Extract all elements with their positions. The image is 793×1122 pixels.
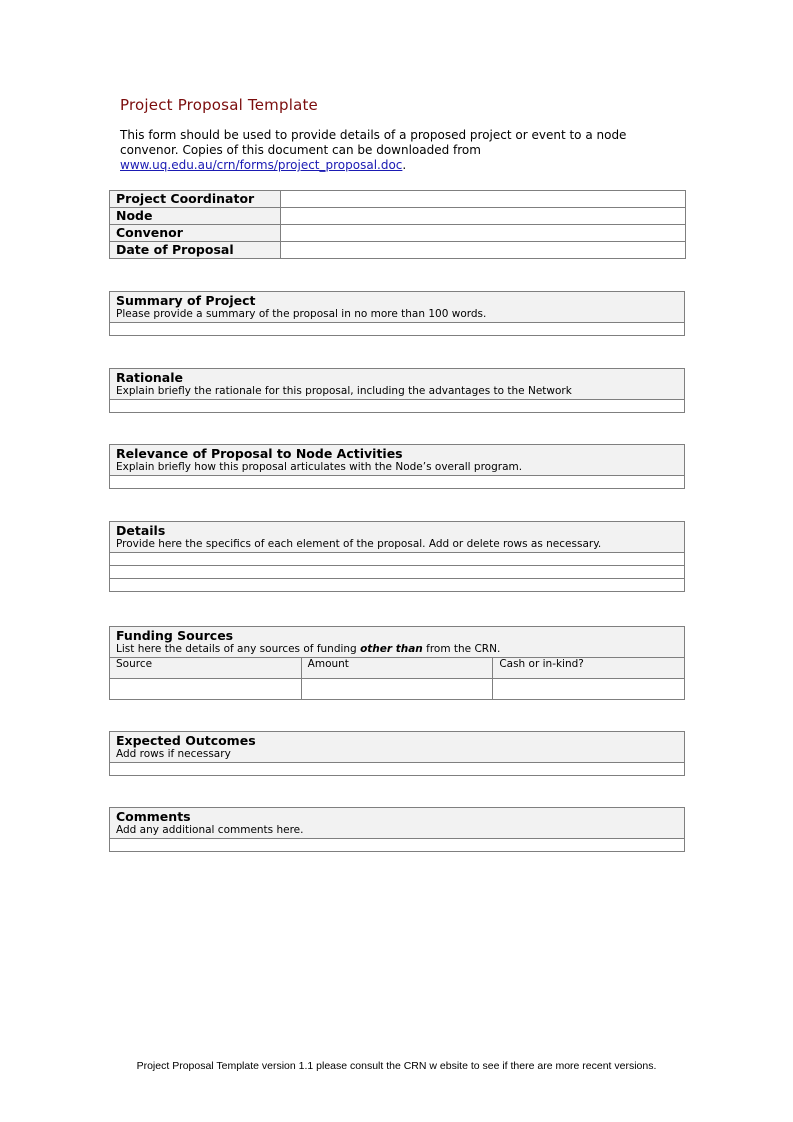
details-title: Details [116,523,166,538]
comments-header [110,808,685,839]
info-row-project-coordinator [110,191,686,208]
details-header [110,522,685,553]
project-coordinator-field[interactable] [281,191,686,208]
details-section [109,521,685,592]
relevance-title: Relevance of Proposal to Node Activities [116,446,403,461]
download-link[interactable]: www.uq.edu.au/crn/forms/project_proposal.doc [120,158,403,172]
comments-description: Add any additional comments here. [116,824,304,836]
info-row-convenor [110,225,686,242]
date-of-proposal-field[interactable] [281,242,686,259]
relevance-input-row[interactable] [110,476,685,489]
document-title: Project Proposal Template [120,96,318,114]
rationale-description: Explain briefly the rationale for this proposal, including the advantages to the Network [116,385,572,397]
rationale-input-row[interactable] [110,400,685,413]
cash-or-in-kind-cell[interactable] [493,679,685,700]
details-input-row[interactable] [110,566,685,579]
intro-text: This form should be used to provide details of a proposed project or event to a node convenor. Copies of this document can be downloaded from [120,128,627,157]
funding-title: Funding Sources [116,628,234,643]
info-row-date-of-proposal [110,242,686,259]
outcomes-header [110,732,685,763]
summary-section [109,291,685,336]
node-field[interactable] [281,208,686,225]
column-header-cash-or-in-kind: Cash or in-kind? [493,658,685,679]
funding-description-start: List here the details of any sources of funding [116,643,361,655]
funding-header [110,627,685,658]
convenor-field[interactable] [281,225,686,242]
column-header-source: Source [110,658,302,679]
project-coordinator-label: Project Coordinator [110,191,281,208]
convenor-label: Convenor [110,225,281,242]
node-label: Node [110,208,281,225]
details-description: Provide here the specifics of each element of the proposal. Add or delete rows as necessary. [116,538,602,550]
details-input-row[interactable] [110,579,685,592]
comments-title: Comments [116,809,191,824]
relevance-section [109,444,685,489]
outcomes-section [109,731,685,776]
intro-paragraph [120,128,660,173]
summary-input-row[interactable] [110,323,685,336]
comments-section [109,807,685,852]
date-of-proposal-label: Date of Proposal [110,242,281,259]
intro-end: . [402,158,407,172]
outcomes-input-row[interactable] [110,763,685,776]
outcomes-title: Expected Outcomes [116,733,256,748]
summary-header [110,292,685,323]
rationale-header [110,369,685,400]
summary-description: Please provide a summary of the proposal in no more than 100 words. [116,308,487,320]
rationale-title: Rationale [116,370,184,385]
relevance-header [110,445,685,476]
source-cell[interactable] [110,679,302,700]
column-header-amount: Amount [301,658,493,679]
outcomes-description: Add rows if necessary [116,748,231,760]
funding-description-end: from the CRN. [422,643,501,655]
funding-description [116,643,678,656]
page-footer: Project Proposal Template version 1.1 please consult the CRN w ebsite to see if there are more recent versions. [136,1060,657,1072]
amount-cell[interactable] [301,679,493,700]
project-info-table [109,190,686,259]
relevance-description: Explain briefly how this proposal articulates with the Node’s overall program. [116,461,523,473]
details-input-row[interactable] [110,553,685,566]
funding-section [109,626,685,700]
funding-description-emphasis: other than [360,643,423,655]
info-row-node [110,208,686,225]
summary-title: Summary of Project [116,293,256,308]
rationale-section [109,368,685,413]
comments-input-row[interactable] [110,839,685,852]
